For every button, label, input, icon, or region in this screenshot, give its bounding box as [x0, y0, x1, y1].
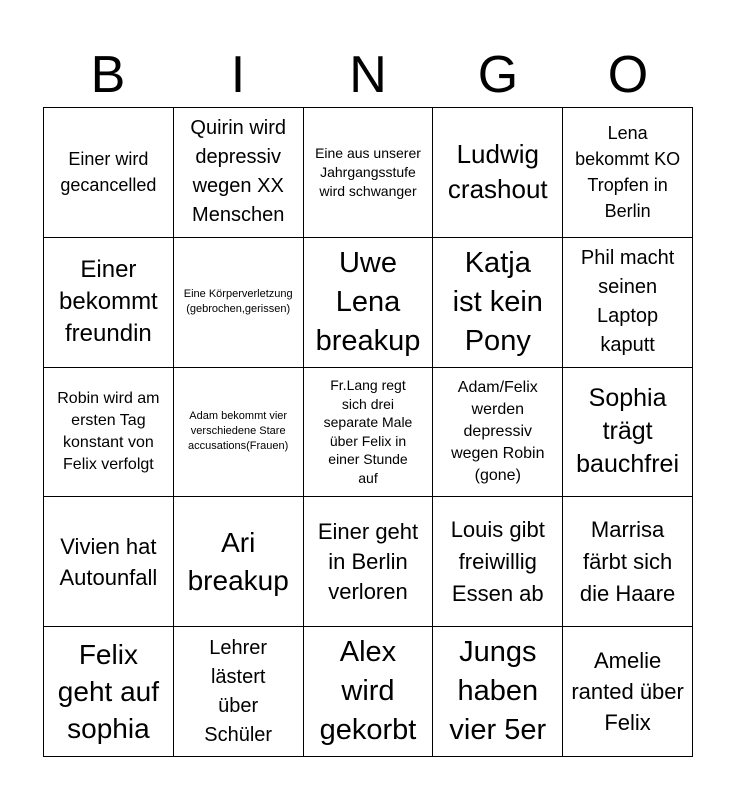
- bingo-cell[interactable]: [44, 368, 174, 498]
- bingo-cell[interactable]: [563, 627, 693, 757]
- bingo-cell[interactable]: [433, 108, 563, 238]
- bingo-cell[interactable]: [174, 238, 304, 368]
- cell-text: Louis gibt freiwillig Essen ab: [450, 516, 545, 606]
- cell-text: Ari breakup: [187, 526, 289, 596]
- cell-text: Vivien hat Autounfall: [59, 533, 158, 590]
- cell-text: Einer bekommt freundin: [59, 256, 158, 348]
- bingo-cell[interactable]: [304, 497, 434, 627]
- cell-text: Phil macht seinen Laptop kaputt: [580, 247, 675, 357]
- cell-text: Fr.Lang regt sich drei separate Male über Felix in einer Stunde auf: [323, 377, 413, 486]
- bingo-cell[interactable]: [174, 627, 304, 757]
- header-letter-n: N: [349, 46, 387, 104]
- cell-text: Adam/Felix werden depressiv wegen Robin (gone): [451, 378, 545, 484]
- bingo-cell[interactable]: [304, 238, 434, 368]
- cell-text: Felix geht auf sophia: [57, 639, 159, 745]
- cell-text: Quirin wird depressiv wegen XX Menschen: [190, 117, 286, 227]
- cell-text: Alex wird gekorbt: [319, 636, 417, 747]
- bingo-cell[interactable]: [304, 368, 434, 498]
- header-letter-g: G: [477, 46, 519, 104]
- cell-text: Einer wird gecancelled: [60, 149, 157, 196]
- cell-text: Adam bekommt vier verschiedene Stare accusations(Frauen): [188, 410, 289, 453]
- bingo-grid: [43, 107, 693, 757]
- header-letter-b: B: [90, 46, 126, 104]
- bingo-cell[interactable]: [44, 497, 174, 627]
- bingo-cell[interactable]: [563, 108, 693, 238]
- bingo-cell[interactable]: [433, 238, 563, 368]
- header-letter-o: O: [607, 46, 649, 104]
- bingo-cell[interactable]: [44, 627, 174, 757]
- cell-text: Jungs haben vier 5er: [449, 636, 547, 747]
- cell-text: Einer geht in Berlin verloren: [317, 518, 419, 604]
- bingo-cell[interactable]: [304, 108, 434, 238]
- bingo-cell[interactable]: [433, 368, 563, 498]
- cell-text: Sophia trägt bauchfrei: [576, 384, 680, 479]
- cell-text: Ludwig crashout: [447, 139, 548, 205]
- cell-text: Uwe Lena breakup: [315, 246, 421, 357]
- bingo-cell[interactable]: [44, 108, 174, 238]
- bingo-header: [43, 44, 693, 106]
- bingo-cell[interactable]: [433, 497, 563, 627]
- cell-text: Lena bekommt KO Tropfen in Berlin: [575, 123, 681, 222]
- bingo-cell[interactable]: [563, 368, 693, 498]
- cell-text: Eine Körperverletzung (gebrochen,gerissen): [183, 288, 293, 316]
- bingo-cell[interactable]: [174, 368, 304, 498]
- bingo-cell[interactable]: [563, 497, 693, 627]
- cell-text: Katja ist kein Pony: [452, 246, 543, 357]
- cell-text: Robin wird am ersten Tag konstant von Felix verfolgt: [57, 389, 160, 473]
- cell-text: Marrisa färbt sich die Haare: [579, 516, 676, 606]
- cell-text: Lehrer lästert über Schüler: [204, 636, 273, 746]
- bingo-cell[interactable]: [44, 238, 174, 368]
- cell-text: Amelie ranted über Felix: [571, 648, 684, 736]
- bingo-cell[interactable]: [563, 238, 693, 368]
- header-letter-i: I: [230, 46, 246, 104]
- bingo-cell[interactable]: [174, 497, 304, 627]
- bingo-cell[interactable]: [433, 627, 563, 757]
- cell-text: Eine aus unserer Jahrgangsstufe wird schwanger: [315, 144, 421, 199]
- bingo-cell[interactable]: [304, 627, 434, 757]
- bingo-cell[interactable]: [174, 108, 304, 238]
